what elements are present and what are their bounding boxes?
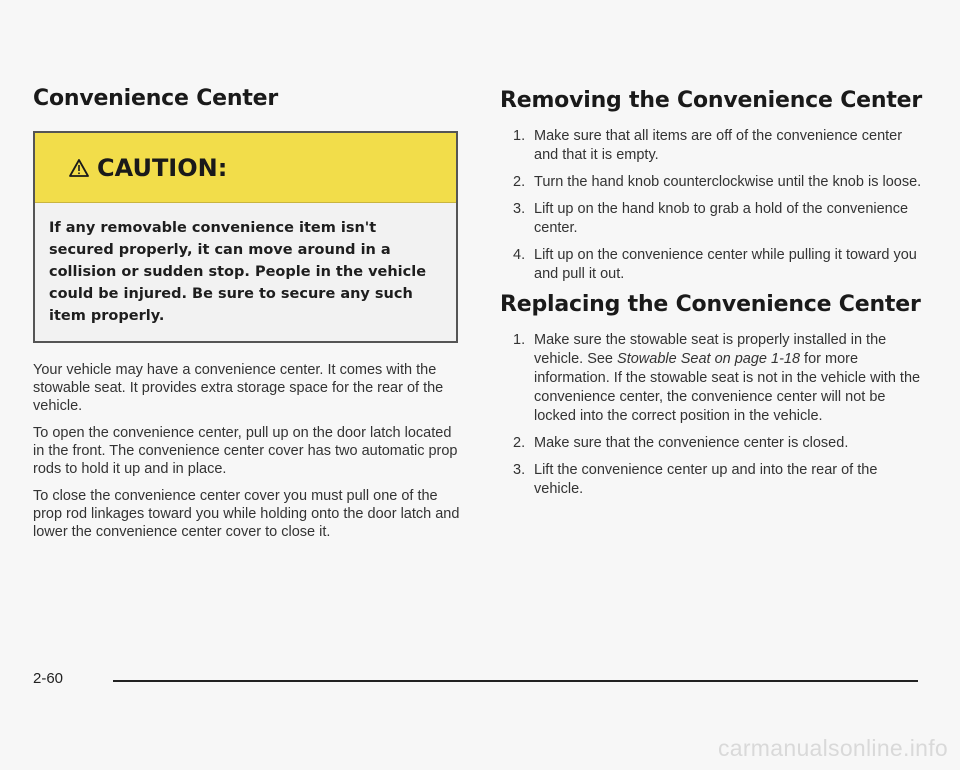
list-item <box>500 434 930 453</box>
replacing-steps <box>500 331 930 499</box>
step-number: 1. <box>513 332 526 348</box>
list-item <box>500 246 930 284</box>
list-item <box>500 127 930 165</box>
warning-triangle-icon <box>69 158 89 178</box>
step-text: Turn the hand knob counterclockwise until the knob is loose. <box>534 174 922 190</box>
step-number: 2. <box>513 174 526 190</box>
removing-steps <box>500 127 930 284</box>
step-text-before: Make sure the stowable seat is properly installed in the vehicle. See <box>534 332 887 367</box>
caution-text: If any removable convenience item isn't secured properly, it can move around in a collision or sudden stop. People in the vehicle could be injured. Be sure to secure any such item properly. <box>49 220 427 324</box>
list-item <box>500 173 930 192</box>
left-paragraphs <box>33 361 463 541</box>
list-item <box>500 331 930 426</box>
section-title-removing: Removing the Convenience Center <box>500 88 923 113</box>
page-number: 2-60 <box>33 670 64 687</box>
section-title-replacing: Replacing the Convenience Center <box>500 292 921 317</box>
footer-divider <box>113 680 918 682</box>
step-text: Lift the convenience center up and into the rear of the vehicle. <box>534 462 878 497</box>
step-number: 3. <box>513 462 526 478</box>
step-text-after: for more information. If the stowable seat is not in the vehicle with the convenience center, the convenience center will not be locked into the correct position in the vehicle. <box>534 351 921 424</box>
paragraph-close: To close the convenience center cover you must pull one of the prop rod linkages toward you while holding onto the door latch and lower the convenience center cover to close it. <box>33 488 460 540</box>
cross-reference-link[interactable]: Stowable Seat on page 1-18 <box>617 351 801 367</box>
list-item <box>500 200 930 238</box>
step-text: Make sure that the convenience center is closed. <box>534 435 849 451</box>
paragraph-open: To open the convenience center, pull up on the door latch located in the front. The convenience center cover has two automatic prop rods to hold it up and in place. <box>33 425 458 477</box>
caution-box <box>33 131 458 343</box>
paragraph-intro: Your vehicle may have a convenience center. It comes with the stowable seat. It provides extra storage space for the rear of the vehicle. <box>33 362 444 414</box>
step-number: 1. <box>513 128 526 144</box>
watermark: carmanualsonline.info <box>717 735 948 761</box>
right-column <box>500 82 930 507</box>
section-title-convenience-center: Convenience Center <box>33 86 279 111</box>
left-column <box>33 82 463 550</box>
list-item <box>500 461 930 499</box>
step-text: Lift up on the convenience center while pulling it toward you and pull it out. <box>534 247 917 282</box>
step-text <box>534 331 930 426</box>
step-number: 3. <box>513 201 526 217</box>
caution-header <box>35 133 456 203</box>
caution-label: CAUTION: <box>97 153 228 182</box>
step-number: 4. <box>513 247 526 263</box>
step-text: Make sure that all items are off of the convenience center and that it is empty. <box>534 128 903 163</box>
step-number: 2. <box>513 435 526 451</box>
step-text: Lift up on the hand knob to grab a hold of the convenience center. <box>534 201 909 236</box>
